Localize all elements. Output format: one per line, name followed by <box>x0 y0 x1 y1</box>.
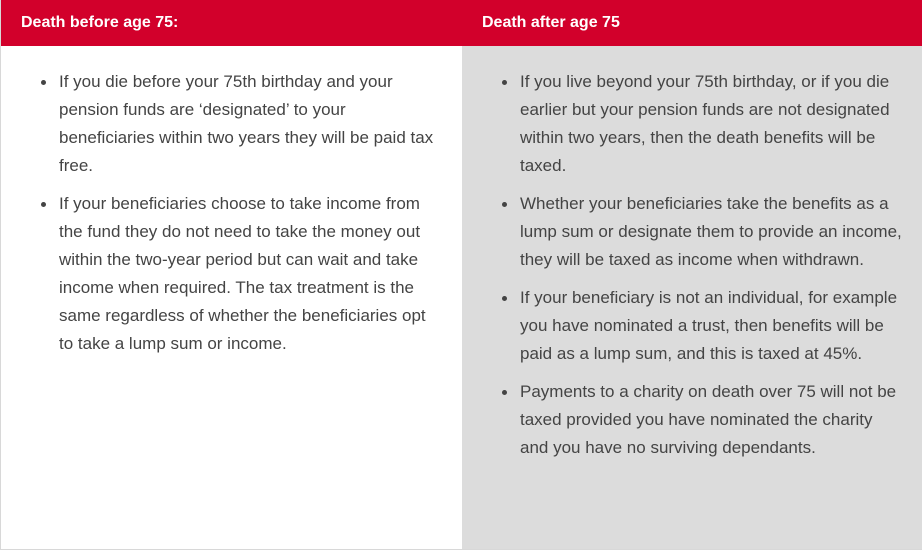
list-item: If your beneficiaries choose to take income from the fund they do not need to take the money out within the two-year period but can wait and take income when required. The tax treatment is the same regardless of whether the beneficiaries opt to take a lump sum or income. <box>59 190 442 358</box>
column-heading-after-75: Death after age 75 <box>462 0 922 46</box>
after-75-list <box>482 68 902 462</box>
before-75-list <box>21 68 442 358</box>
column-heading-before-75: Death before age 75: <box>1 0 462 46</box>
before-75-column <box>1 46 462 549</box>
after-75-column <box>462 46 922 549</box>
list-item: Whether your beneficiaries take the benefits as a lump sum or designate them to provide an income, they will be taxed as income when withdrawn. <box>520 190 902 274</box>
list-item: If you die before your 75th birthday and your pension funds are ‘designated’ to your beneficiaries within two years they will be paid tax free. <box>59 68 442 180</box>
list-item: If you live beyond your 75th birthday, or if you die earlier but your pension funds are not designated within two years, then the death benefits will be taxed. <box>520 68 902 180</box>
list-item: If your beneficiary is not an individual, for example you have nominated a trust, then benefits will be paid as a lump sum, and this is taxed at 45%. <box>520 284 902 368</box>
list-item: Payments to a charity on death over 75 will not be taxed provided you have nominated the charity and you have no surviving dependants. <box>520 378 902 462</box>
